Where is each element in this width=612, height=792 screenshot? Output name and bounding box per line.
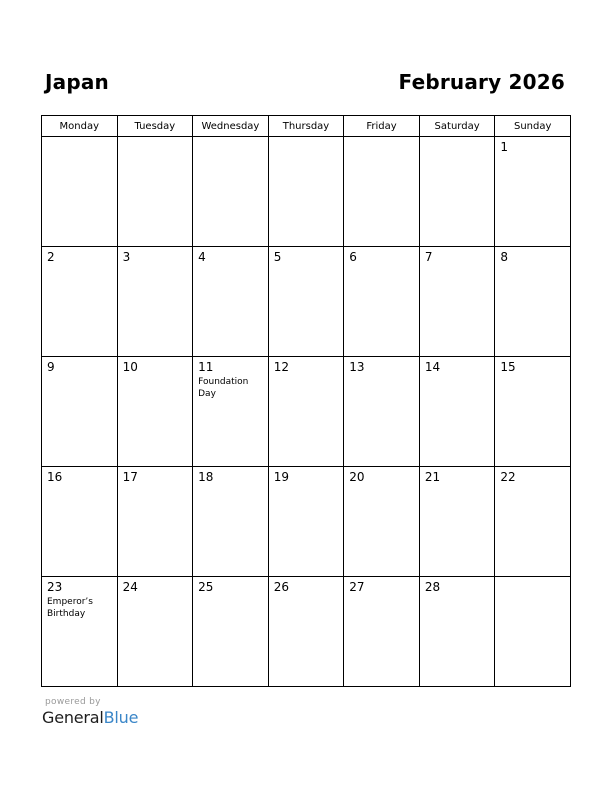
- weekday-thursday: Thursday: [268, 116, 344, 137]
- day-number: 3: [122, 250, 131, 264]
- day-number: 26: [273, 580, 289, 594]
- holiday-label: Emperor’s Birthday: [47, 597, 93, 619]
- day-number: 12: [273, 360, 289, 374]
- week-row: [42, 577, 571, 687]
- day-number: 22: [500, 470, 516, 484]
- empty-day-cell: [495, 577, 571, 687]
- day-number: 19: [273, 470, 289, 484]
- weekday-tuesday: Tuesday: [117, 116, 193, 137]
- empty-day-cell: [117, 137, 193, 247]
- day-cell: [42, 467, 118, 577]
- day-cell: [419, 467, 495, 577]
- day-cell: [495, 247, 571, 357]
- day-cell: [495, 467, 571, 577]
- day-cell: [344, 247, 420, 357]
- day-number: 23: [47, 580, 63, 594]
- day-number: 24: [122, 580, 138, 594]
- week-row: [42, 137, 571, 247]
- day-number: 20: [349, 470, 365, 484]
- day-number: 25: [198, 580, 214, 594]
- day-cell: [117, 357, 193, 467]
- day-cell: [42, 577, 118, 687]
- generalblue-logo[interactable]: [42, 708, 138, 727]
- empty-day-cell: [42, 137, 118, 247]
- empty-day-cell: [268, 137, 344, 247]
- day-number: 21: [424, 470, 441, 484]
- week-row: [42, 467, 571, 577]
- weekday-saturday: Saturday: [419, 116, 495, 137]
- weekday-wednesday: Wednesday: [193, 116, 269, 137]
- day-cell: [419, 357, 495, 467]
- day-cell: [268, 467, 344, 577]
- day-number: 8: [500, 250, 509, 264]
- day-number: 17: [122, 470, 138, 484]
- day-number: 27: [349, 580, 365, 594]
- day-cell: [193, 247, 269, 357]
- day-number: 2: [47, 250, 55, 264]
- day-cell: [495, 357, 571, 467]
- empty-day-cell: [344, 137, 420, 247]
- day-cell: [117, 577, 193, 687]
- day-number: 14: [424, 360, 441, 374]
- day-cell: [193, 577, 269, 687]
- day-number: 16: [47, 470, 63, 484]
- month-title: February 2026: [398, 70, 565, 94]
- day-cell: [268, 357, 344, 467]
- week-row: [42, 357, 571, 467]
- day-number: 15: [500, 360, 516, 374]
- calendar-grid: [41, 115, 571, 687]
- day-cell: [344, 357, 420, 467]
- day-cell: [117, 467, 193, 577]
- day-number: 18: [198, 470, 214, 484]
- weekday-sunday: Sunday: [495, 116, 571, 137]
- country-title: Japan: [45, 70, 109, 94]
- day-number: 1: [500, 140, 509, 154]
- day-cell: [42, 357, 118, 467]
- day-number: 11: [198, 360, 214, 374]
- weekday-monday: Monday: [42, 116, 118, 137]
- week-row: [42, 247, 571, 357]
- day-cell: [117, 247, 193, 357]
- day-number: 7: [424, 250, 433, 264]
- day-cell: [344, 577, 420, 687]
- day-cell: [42, 247, 118, 357]
- day-number: 9: [47, 360, 55, 374]
- weekday-friday: Friday: [344, 116, 420, 137]
- day-number: 4: [198, 250, 206, 264]
- day-number: 28: [424, 580, 441, 594]
- day-cell: [495, 137, 571, 247]
- day-cell: [193, 357, 269, 467]
- day-number: 10: [122, 360, 138, 374]
- day-cell: [193, 467, 269, 577]
- day-number: 13: [349, 360, 365, 374]
- brand-general-text: General: [42, 708, 104, 727]
- day-cell: [419, 577, 495, 687]
- holiday-label: Foundation Day: [198, 377, 249, 399]
- empty-day-cell: [193, 137, 269, 247]
- day-cell: [268, 577, 344, 687]
- day-cell: [419, 247, 495, 357]
- day-cell: [268, 247, 344, 357]
- powered-by-text: powered by: [45, 697, 101, 707]
- empty-day-cell: [419, 137, 495, 247]
- weekday-header-row: [42, 116, 571, 137]
- day-cell: [344, 467, 420, 577]
- brand-blue-text: Blue: [103, 708, 139, 727]
- day-number: 6: [349, 250, 357, 264]
- day-number: 5: [273, 250, 282, 264]
